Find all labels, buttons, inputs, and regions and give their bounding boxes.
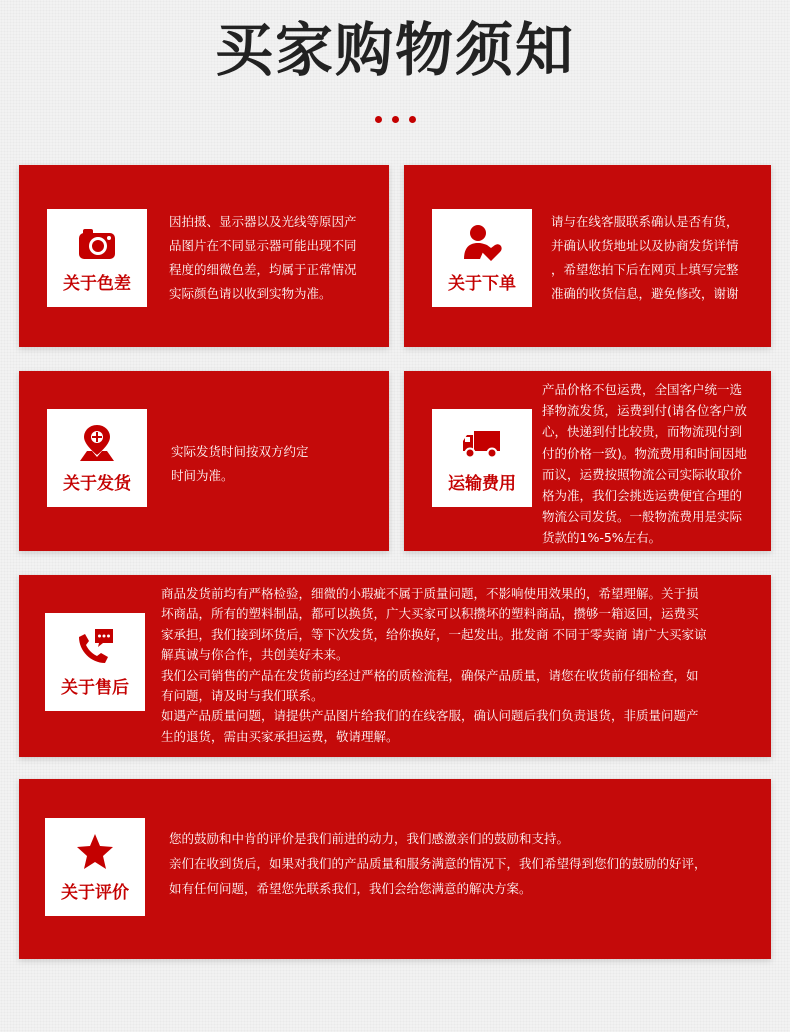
section-label: 关于发货 (63, 474, 131, 494)
section-label: 关于色差 (63, 274, 131, 294)
camera-icon (77, 223, 117, 263)
text-line: 品图片在不同显示器可能出现不同 (169, 238, 357, 253)
text-line: 程度的细微色差，均属于正常情况 (169, 262, 357, 277)
icon-box-ordering (432, 209, 532, 307)
section-text (169, 826, 767, 901)
text-line: 物流公司发货。一般物流费用是实际 (542, 509, 743, 525)
icon-box-shipping (47, 409, 147, 507)
text-line: 付的价格一致)。物流费用和时间因地 (542, 445, 747, 461)
section-text (542, 379, 767, 549)
location-icon (77, 423, 117, 463)
title-dots-decoration (0, 108, 790, 127)
text-line: 您的鼓励和中肯的评价是我们前进的动力，我们感激亲们的鼓励和支持。 (169, 831, 570, 846)
truck-icon (462, 423, 502, 463)
card-after-sales (19, 575, 771, 757)
dot (409, 116, 416, 123)
text-line: 货款的1%-5%左右。 (542, 530, 662, 546)
text-line: 产品价格不包运费，全国客户统一选 (542, 382, 743, 397)
section-text (161, 584, 766, 747)
section-label: 关于下单 (448, 274, 516, 294)
card-ordering (404, 165, 771, 347)
icon-box-color-difference (47, 209, 147, 307)
section-label: 关于评价 (61, 883, 129, 903)
text-line: 择物流发货，运费到付(请各位客户放 (542, 403, 747, 419)
icon-box-after-sales (45, 613, 145, 711)
section-label: 运输费用 (448, 474, 516, 494)
text-line: 商品发货前均有严格检验，细微的小瑕疵不属于质量问题，不影响使用效果的，希望理解。关于损 (161, 586, 699, 601)
icon-box-freight-cost (432, 409, 532, 507)
card-shipping (19, 371, 389, 551)
page-title: 买家购物须知 (214, 16, 575, 84)
text-line: 格为准，我们会挑选运费便宜合理的 (542, 488, 743, 504)
text-line: 心，快递到付比较贵，而物流现付到 (542, 424, 743, 440)
card-reviews (19, 779, 771, 959)
section-text (169, 210, 384, 306)
dot (392, 116, 399, 123)
text-line: 亲们在收到货后，如果对我们的产品质量和服务满意的情况下，我们希望得到您们的鼓励的好评， (169, 856, 707, 871)
user-heart-icon (462, 223, 502, 263)
text-line: 实际发货时间按双方约定 (171, 444, 309, 459)
section-text (171, 440, 381, 488)
dot (375, 116, 382, 123)
star-icon (75, 832, 115, 872)
card-color-difference (19, 165, 389, 347)
text-line: 准确的收货信息，避免修改，谢谢 (551, 286, 739, 301)
text-line: 家承担，我们接到坏货后，等下次发货，给你换好，一起发出。批发商 不同于零卖商 请广大买家谅 (161, 626, 707, 642)
text-line: 而议，运费按照物流公司实际收取价 (542, 466, 743, 482)
text-line: 我们公司销售的产品在发货前均经过严格的质检流程，确保产品质量，请您在收货前仔细检查，如 (161, 667, 699, 683)
card-freight-cost (404, 371, 771, 551)
text-line: 请与在线客服联系确认是否有货， (551, 214, 739, 229)
text-line: 坏商品，所有的塑料制品，都可以换货，广大买家可以积攒坏的塑料商品，攒够一箱返回，运费买 (161, 606, 699, 622)
section-label: 关于售后 (61, 678, 129, 698)
text-line: 如有任何问题，希望您先联系我们，我们会给您满意的解决方案。 (169, 881, 532, 896)
text-line: ，希望您拍下后在网页上填写完整 (551, 262, 739, 277)
text-line: 如遇产品质量问题，请提供产品图片给我们的在线客服，确认问题后我们负责退货，非质量问题产 (161, 708, 699, 724)
text-line: 解真诚与你合作，共创美好未来。 (161, 647, 349, 663)
text-line: 时间为准。 (171, 468, 234, 483)
section-text (551, 210, 766, 306)
icon-box-reviews (45, 818, 145, 916)
text-line: 生的退货，需由买家承担运费，敬请理解。 (161, 728, 399, 744)
phone-chat-icon (75, 627, 115, 667)
text-line: 有问题，请及时与我们联系。 (161, 688, 324, 704)
text-line: 实际颜色请以收到实物为准。 (169, 286, 332, 301)
text-line: 并确认收货地址以及协商发货详情 (551, 238, 739, 253)
text-line: 因拍摄、显示器以及光线等原因产 (169, 214, 357, 229)
